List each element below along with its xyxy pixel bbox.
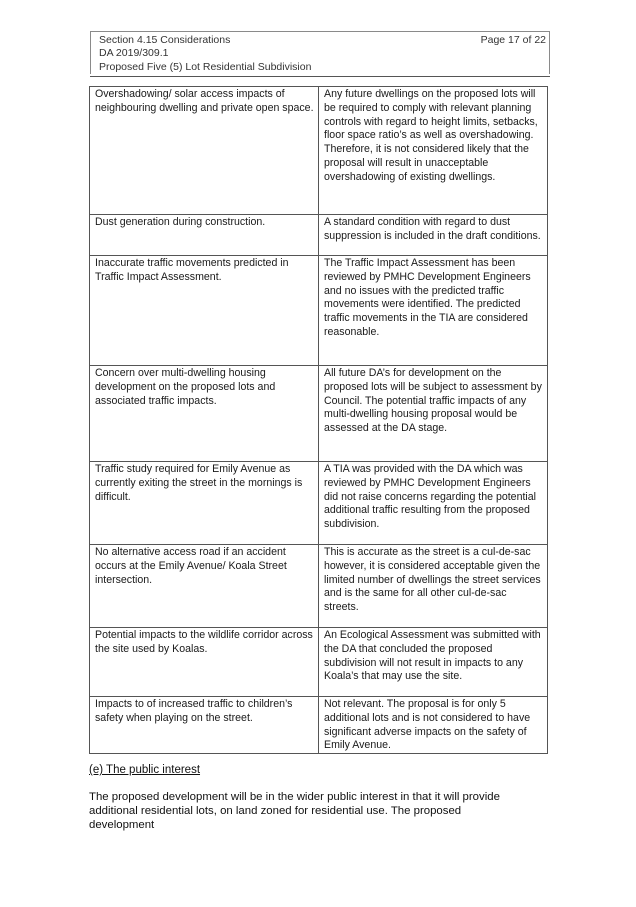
issue-cell: Overshadowing/ solar access impacts of neighbouring dwelling and private open space. xyxy=(90,87,319,215)
table-row xyxy=(90,545,548,628)
response-cell: Not relevant. The proposal is for only 5 additional lots and is not considered to have significant adverse impacts on the safety of Emily Avenue. xyxy=(319,697,548,754)
issue-cell: Inaccurate traffic movements predicted in Traffic Impact Assessment. xyxy=(90,256,319,366)
header-section-title: Section 4.15 Considerations xyxy=(99,34,231,46)
table-row xyxy=(90,366,548,462)
issue-cell: Traffic study required for Emily Avenue as currently exiting the street in the mornings is difficult. xyxy=(90,462,319,545)
issue-cell: Impacts to of increased traffic to children’s safety when playing on the street. xyxy=(90,697,319,754)
header-page-number: Page 17 of 22 xyxy=(480,34,546,46)
header-top-row xyxy=(99,34,546,47)
response-cell: This is accurate as the street is a cul-de-sac however, it is considered acceptable given the limited number of dwellings the street services and is the same for all other cul-de-sac streets. xyxy=(319,545,548,628)
table-row xyxy=(90,87,548,215)
page-header xyxy=(90,31,550,74)
response-cell: A standard condition with regard to dust suppression is included in the draft conditions. xyxy=(319,215,548,256)
table-row xyxy=(90,697,548,754)
response-cell: A TIA was provided with the DA which was reviewed by PMHC Development Engineers did not raise concerns regarding the potential additional traffic resulting from the proposed subdivision. xyxy=(319,462,548,545)
header-proposal-title: Proposed Five (5) Lot Residential Subdivision xyxy=(99,60,312,73)
issue-cell: Concern over multi-dwelling housing development on the proposed lots and associated traffic impacts. xyxy=(90,366,319,462)
table-row xyxy=(90,462,548,545)
response-cell: An Ecological Assessment was submitted with the DA that concluded the proposed subdivision will not result in impacts to any Koala’s that may use the site. xyxy=(319,628,548,697)
table-row xyxy=(90,628,548,697)
body-paragraph: The proposed development will be in the wider public interest in that it will provide additional residential lots, on land zoned for residential use. The proposed development xyxy=(89,791,500,831)
response-cell: All future DA’s for development on the proposed lots will be subject to assessment by Council. The potential traffic impacts of any multi-dwelling housing proposal would be assessed at the DA stage. xyxy=(319,366,548,462)
issue-cell: No alternative access road if an accident occurs at the Emily Avenue/ Koala Street intersection. xyxy=(90,545,319,628)
issue-cell: Dust generation during construction. xyxy=(90,215,319,256)
submissions-table xyxy=(89,86,548,754)
section-heading: (e) The public interest xyxy=(89,764,201,776)
table-row xyxy=(90,256,548,366)
response-cell: Any future dwellings on the proposed lots will be required to comply with relevant planning controls with regard to height limits, setbacks, floor space ratio’s as well as overshadowing. Therefore, it is not considered likely that the proposal will result in unacceptable overshadowing of existing dwellings. xyxy=(319,87,548,215)
response-cell: The Traffic Impact Assessment has been reviewed by PMHC Development Engineers and no issues with the predicted traffic movements were identified. The predicted traffic movements in the TIA are considered reasonable. xyxy=(319,256,548,366)
header-divider xyxy=(90,76,550,77)
header-da-number: DA 2019/309.1 xyxy=(99,47,169,60)
table-row xyxy=(90,215,548,256)
issue-cell: Potential impacts to the wildlife corridor across the site used by Koalas. xyxy=(90,628,319,697)
